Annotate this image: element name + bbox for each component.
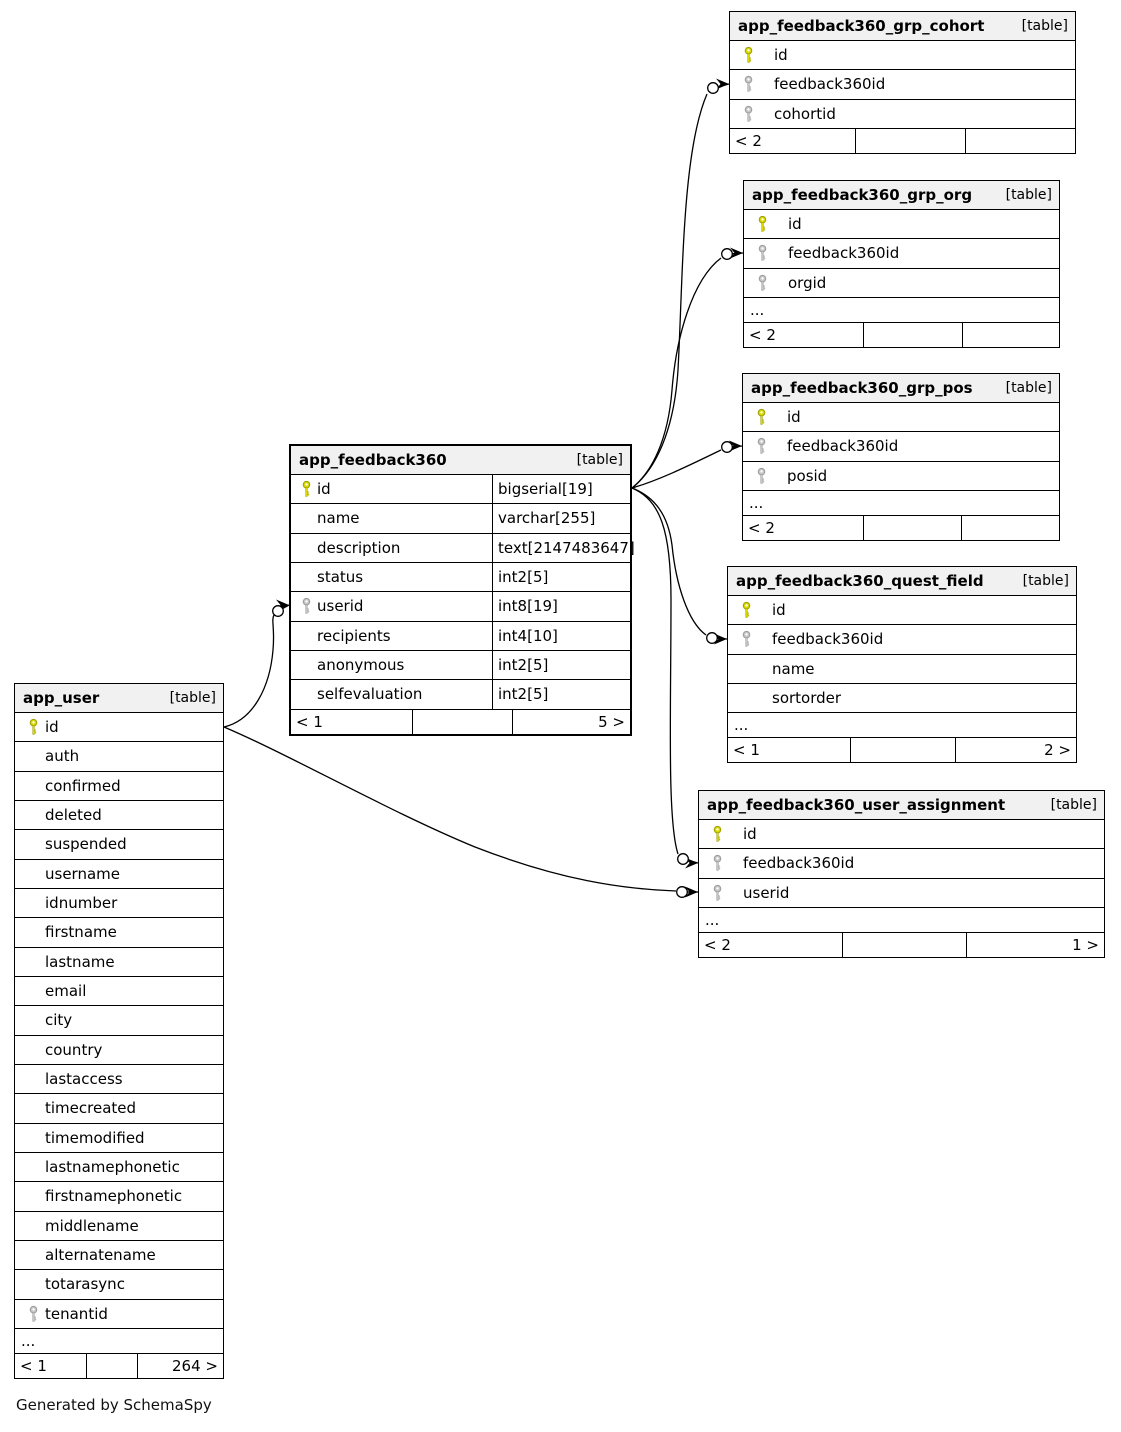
- column-name: id: [772, 601, 786, 620]
- column-row-auth: [15, 742, 223, 771]
- footer-spacer: [863, 516, 962, 540]
- column-name: firstnamephonetic: [45, 1187, 183, 1206]
- column-name: recipients: [317, 626, 391, 645]
- column-row-description: [291, 534, 635, 563]
- column-row-status: [291, 563, 630, 592]
- table-header: [291, 446, 630, 475]
- column-row-anonymous: [291, 651, 630, 680]
- column-row-timecreated: [15, 1094, 223, 1123]
- table-name: app_feedback360_grp_cohort: [738, 17, 985, 35]
- column-divider: [492, 680, 493, 708]
- column-name: posid: [787, 466, 828, 485]
- table-footer: [15, 1354, 223, 1378]
- column-type: int4[10]: [498, 626, 558, 645]
- table-type-tag: [table]: [1005, 380, 1052, 396]
- column-name: userid: [317, 597, 364, 616]
- zero-or-one-circle-icon: [722, 442, 733, 453]
- column-name: id: [788, 215, 802, 234]
- column-name: email: [45, 982, 87, 1001]
- ellipsis-label: ...: [21, 1331, 36, 1350]
- column-divider: [492, 651, 493, 679]
- column-name: sortorder: [772, 689, 842, 708]
- footer-children-count: 2 >: [955, 738, 1076, 762]
- column-name: cohortid: [774, 104, 836, 123]
- table-app_user[interactable]: [14, 683, 224, 1379]
- column-row-cohortid: [730, 100, 1075, 129]
- ellipsis-label: ...: [750, 300, 765, 319]
- footer-spacer: [855, 129, 964, 153]
- column-row-lastname: [15, 948, 223, 977]
- column-name: timecreated: [45, 1099, 137, 1118]
- column-row-firstnamephonetic: [15, 1182, 223, 1211]
- column-row-totarasync: [15, 1270, 223, 1299]
- primary-key-icon: [712, 826, 723, 843]
- table-header: [728, 567, 1076, 596]
- foreign-key-icon: [28, 1305, 39, 1322]
- column-row-userid: [699, 879, 1104, 908]
- column-type: varchar[255]: [498, 509, 596, 528]
- footer-children-count: 1 >: [966, 933, 1104, 957]
- column-row-id: [743, 403, 1059, 432]
- table-header: [730, 12, 1075, 41]
- zero-or-one-circle-icon: [722, 249, 733, 260]
- column-row-selfevaluation: [291, 680, 630, 709]
- footer-parents-count: < 1: [733, 741, 760, 760]
- ellipsis-label: ...: [705, 910, 720, 929]
- column-name: feedback360id: [787, 437, 899, 456]
- foreign-key-icon: [743, 76, 754, 93]
- footer-parents-count: < 2: [749, 325, 776, 344]
- footer-parents-count: < 2: [748, 518, 775, 537]
- zero-or-one-circle-icon: [708, 83, 719, 94]
- table-type-tag: [table]: [1022, 573, 1069, 589]
- column-row-username: [15, 860, 223, 889]
- column-name: id: [317, 480, 331, 499]
- zero-or-one-circle-icon: [707, 633, 718, 644]
- column-row-alternatename: [15, 1241, 223, 1270]
- column-row-id: [291, 475, 630, 504]
- column-type: int8[19]: [498, 597, 558, 616]
- column-name: deleted: [45, 806, 102, 825]
- footer-parents-count: < 2: [704, 935, 731, 954]
- ellipsis-row: [15, 1329, 223, 1354]
- column-name: feedback360id: [774, 75, 886, 94]
- column-name: description: [317, 538, 401, 557]
- footer-children-count: [965, 129, 1075, 153]
- table-header: [699, 791, 1104, 820]
- column-row-feedback360id: [744, 239, 1059, 268]
- primary-key-icon: [757, 216, 768, 233]
- footer-parents-count: < 2: [735, 131, 762, 150]
- column-name: feedback360id: [743, 854, 855, 873]
- table-name: app_user: [23, 689, 100, 707]
- column-row-name: [291, 504, 630, 533]
- table-app_feedback360_grp_pos[interactable]: [742, 373, 1060, 541]
- footer-children-count: 5 >: [512, 710, 630, 734]
- primary-key-icon: [301, 481, 312, 498]
- column-name: id: [45, 718, 59, 737]
- footer-parents-count: < 1: [20, 1356, 47, 1375]
- table-type-tag: [table]: [1021, 18, 1068, 34]
- foreign-key-icon: [741, 631, 752, 648]
- column-row-firstname: [15, 918, 223, 947]
- column-name: selfevaluation: [317, 685, 423, 704]
- column-divider: [492, 592, 493, 620]
- table-app_feedback360_grp_cohort[interactable]: [729, 11, 1076, 154]
- column-name: name: [317, 509, 360, 528]
- foreign-key-icon: [757, 245, 768, 262]
- ellipsis-row: [744, 298, 1059, 323]
- table-footer: [743, 516, 1059, 540]
- table-footer: [728, 738, 1076, 762]
- primary-key-icon: [28, 719, 39, 736]
- column-name: feedback360id: [788, 244, 900, 263]
- table-name: app_feedback360_quest_field: [736, 572, 984, 590]
- column-row-middlename: [15, 1212, 223, 1241]
- ellipsis-row: [728, 713, 1076, 738]
- primary-key-icon: [743, 47, 754, 64]
- column-row-name: [728, 655, 1076, 684]
- column-divider: [492, 504, 493, 532]
- column-row-feedback360id: [730, 70, 1075, 99]
- table-footer: [699, 933, 1104, 957]
- table-header: [15, 684, 223, 713]
- column-name: timemodified: [45, 1128, 145, 1147]
- table-name: app_feedback360_grp_pos: [751, 379, 973, 397]
- table-type-tag: [table]: [1050, 797, 1097, 813]
- column-name: status: [317, 568, 364, 587]
- table-header: [744, 181, 1059, 210]
- fk-connector-line: [632, 258, 721, 488]
- footer-spacer: [850, 738, 954, 762]
- table-header: [743, 374, 1059, 403]
- zero-or-one-circle-icon: [678, 854, 689, 865]
- footer-spacer: [86, 1354, 137, 1378]
- table-app_feedback360_user_assignment[interactable]: [698, 790, 1105, 958]
- column-name: orgid: [788, 273, 827, 292]
- column-type: bigserial[19]: [498, 480, 593, 499]
- table-type-tag: [table]: [1005, 187, 1052, 203]
- foreign-key-icon: [743, 105, 754, 122]
- footer-parents-count: < 1: [296, 712, 323, 731]
- column-name: lastname: [45, 952, 115, 971]
- column-row-id: [699, 820, 1104, 849]
- column-name: id: [743, 825, 757, 844]
- foreign-key-icon: [712, 855, 723, 872]
- column-divider: [492, 534, 493, 562]
- table-name: app_feedback360_grp_org: [752, 186, 973, 204]
- column-name: idnumber: [45, 894, 118, 913]
- column-name: middlename: [45, 1216, 139, 1235]
- fk-connector-line: [632, 450, 721, 488]
- table-app_feedback360_grp_org[interactable]: [743, 180, 1060, 348]
- footer-children-count: 264 >: [137, 1354, 223, 1378]
- fk-connector-line: [224, 727, 676, 891]
- column-row-timemodified: [15, 1124, 223, 1153]
- footer-spacer: [842, 933, 966, 957]
- table-footer: [744, 323, 1059, 347]
- column-divider: [492, 475, 493, 503]
- column-divider: [492, 563, 493, 591]
- column-row-posid: [743, 462, 1059, 491]
- column-type: text[2147483647]: [498, 538, 635, 557]
- column-type: int2[5]: [498, 685, 549, 704]
- column-name: userid: [743, 883, 790, 902]
- column-row-lastnamephonetic: [15, 1153, 223, 1182]
- table-footer: [730, 129, 1075, 153]
- column-row-recipients: [291, 622, 630, 651]
- foreign-key-icon: [756, 467, 767, 484]
- column-name: id: [787, 408, 801, 427]
- column-row-userid: [291, 592, 630, 621]
- column-name: anonymous: [317, 656, 405, 675]
- column-name: country: [45, 1040, 103, 1059]
- column-name: alternatename: [45, 1246, 156, 1265]
- table-type-tag: [table]: [169, 690, 216, 706]
- primary-key-icon: [741, 602, 752, 619]
- column-row-city: [15, 1006, 223, 1035]
- primary-key-icon: [756, 409, 767, 426]
- foreign-key-icon: [757, 274, 768, 291]
- column-row-lastaccess: [15, 1065, 223, 1094]
- column-name: lastaccess: [45, 1070, 123, 1089]
- column-name: totarasync: [45, 1275, 125, 1294]
- column-name: suspended: [45, 835, 127, 854]
- column-row-idnumber: [15, 889, 223, 918]
- column-row-feedback360id: [743, 432, 1059, 461]
- table-footer: [291, 710, 630, 734]
- column-row-deleted: [15, 801, 223, 830]
- table-type-tag: [table]: [576, 452, 623, 468]
- generator-credit: Generated by SchemaSpy: [16, 1396, 212, 1414]
- table-name: app_feedback360_user_assignment: [707, 796, 1006, 814]
- column-row-email: [15, 977, 223, 1006]
- foreign-key-icon: [756, 438, 767, 455]
- footer-children-count: [961, 516, 1059, 540]
- column-name: feedback360id: [772, 630, 884, 649]
- column-divider: [492, 622, 493, 650]
- column-name: city: [45, 1011, 73, 1030]
- column-name: firstname: [45, 923, 117, 942]
- table-app_feedback360_quest_field[interactable]: [727, 566, 1077, 763]
- footer-spacer: [863, 323, 961, 347]
- column-name: name: [772, 659, 815, 678]
- column-type: int2[5]: [498, 656, 549, 675]
- ellipsis-label: ...: [749, 493, 764, 512]
- column-row-feedback360id: [728, 625, 1076, 654]
- column-row-country: [15, 1036, 223, 1065]
- column-name: lastnamephonetic: [45, 1158, 180, 1177]
- ellipsis-row: [699, 908, 1104, 933]
- zero-or-one-circle-icon: [677, 887, 688, 898]
- footer-spacer: [412, 710, 512, 734]
- ellipsis-label: ...: [734, 716, 749, 735]
- table-app_feedback360[interactable]: [289, 444, 635, 736]
- table-name: app_feedback360: [299, 451, 447, 469]
- column-row-tenantid: [15, 1300, 223, 1329]
- column-row-id: [744, 210, 1059, 239]
- zero-or-one-circle-icon: [273, 606, 284, 617]
- footer-children-count: [962, 323, 1059, 347]
- ellipsis-row: [743, 491, 1059, 516]
- fk-connector-line: [224, 615, 274, 727]
- column-name: tenantid: [45, 1304, 108, 1323]
- column-row-confirmed: [15, 772, 223, 801]
- foreign-key-icon: [301, 598, 312, 615]
- column-name: confirmed: [45, 776, 121, 795]
- column-name: auth: [45, 747, 80, 766]
- column-row-id: [728, 596, 1076, 625]
- column-row-id: [730, 41, 1075, 70]
- column-row-id: [15, 713, 223, 742]
- column-row-feedback360id: [699, 849, 1104, 878]
- column-row-suspended: [15, 830, 223, 859]
- column-type: int2[5]: [498, 568, 549, 587]
- column-name: id: [774, 46, 788, 65]
- column-name: username: [45, 864, 120, 883]
- column-row-orgid: [744, 269, 1059, 298]
- foreign-key-icon: [712, 884, 723, 901]
- column-row-sortorder: [728, 684, 1076, 713]
